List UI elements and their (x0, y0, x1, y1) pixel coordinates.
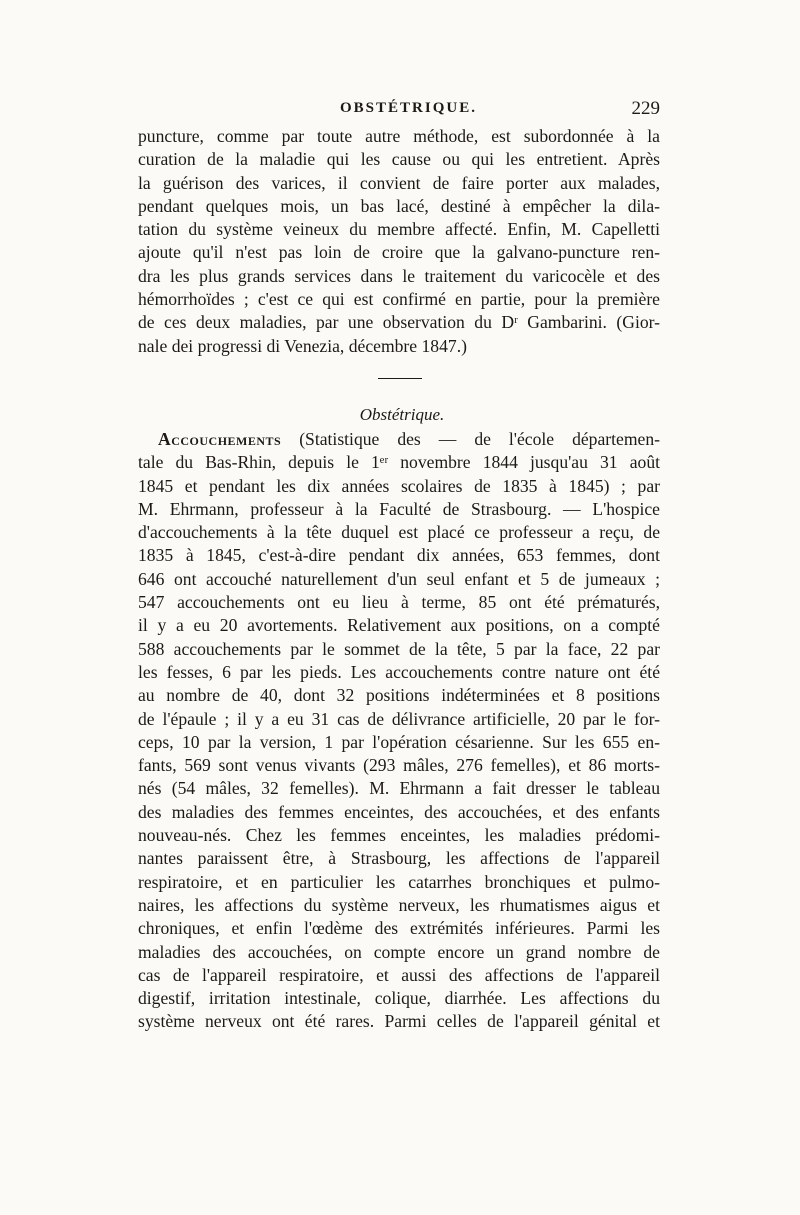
text-line: nés (54 mâles, 32 femelles). M. Ehrmann a fait dresser le tableau (138, 778, 660, 799)
text-line: cas de l'appareil respiratoire, et aussi des affections de l'appareil (138, 964, 660, 985)
running-title: OBSTÉTRIQUE. (340, 100, 477, 116)
paragraph-accouchements (138, 428, 660, 1034)
text-line: 588 accouchements par le sommet de la tête, 5 par la face, 22 par (138, 638, 660, 659)
text-line: ceps, 10 par la version, 1 par l'opération césarienne. Sur les 655 en- (138, 731, 660, 752)
paragraph-galvano-puncture (138, 125, 660, 358)
text-line: dra les plus grands services dans le traitement du varicocèle et des (138, 265, 660, 286)
text-line: système nerveux ont été rares. Parmi celles de l'appareil génital et (138, 1011, 660, 1032)
text-line: de ces deux maladies, par une observation du Dʳ Gambarini. (Gior- (138, 312, 660, 333)
entry-lead: Accouchements (158, 428, 282, 449)
text-line: 1835 à 1845, c'est-à-dire pendant dix années, 653 femmes, dont (138, 545, 660, 566)
text-line: digestif, irritation intestinale, colique, diarrhée. Les affections du (138, 988, 660, 1009)
text-line: nantes paraissent être, à Strasbourg, les affections de l'appareil (138, 848, 660, 869)
text-line: la guérison des varices, il convient de faire porter aux malades, (138, 172, 660, 193)
text-line: naires, les affections du système nerveux, les rhumatismes aigus et (138, 894, 660, 915)
text-line: 646 ont accouché naturellement d'un seul enfant et 5 de jumeaux ; (138, 568, 660, 589)
text-line: tation du système veineux du membre affecté. Enfin, M. Capelletti (138, 219, 660, 240)
entry-lead-rest: (Statistique des — de l'école départemen- (281, 428, 660, 449)
text-line: nale dei progressi di Venezia, décembre 1847.) (138, 335, 467, 356)
text-line: ajoute qu'il n'est pas loin de croire que la galvano-puncture ren- (138, 242, 660, 263)
text-line: M. Ehrmann, professeur à la Faculté de Strasbourg. — L'hospice (138, 498, 660, 519)
text-line: maladies des accouchées, on compte encore un grand nombre de (138, 941, 660, 962)
text-line: respiratoire, et en particulier les catarrhes bronchiques et pulmo- (138, 871, 660, 892)
text-line: des maladies des femmes enceintes, des accouchées, et des enfants (138, 801, 660, 822)
text-line: nouveau-nés. Chez les femmes enceintes, les maladies prédomi- (138, 825, 660, 846)
text-line: il y a eu 20 avortements. Relativement aux positions, on a compté (138, 615, 660, 636)
running-head (140, 100, 660, 122)
text-line: puncture, comme par toute autre méthode, est subordonnée à la (138, 126, 660, 146)
text-line: au nombre de 40, dont 32 positions indéterminées et 8 positions (138, 685, 660, 706)
text-line: curation de la maladie qui les cause ou qui les entretient. Après (138, 149, 660, 170)
text-line: de l'épaule ; il y a eu 31 cas de délivrance artificielle, 20 par le for- (138, 708, 660, 729)
text-line: pendant quelques mois, un bas lacé, destiné à empêcher la dila- (138, 195, 660, 216)
section-divider (378, 378, 422, 379)
text-line: fants, 569 sont venus vivants (293 mâles, 276 femelles), et 86 morts- (138, 755, 660, 776)
text-line: tale du Bas-Rhin, depuis le 1ᵉʳ novembre 1844 jusqu'au 31 août (138, 452, 660, 473)
text-line: hémorrhoïdes ; c'est ce qui est confirmé en partie, pour la première (138, 289, 660, 310)
text-line: d'accouchements à la tête duquel est placé ce professeur a reçu, de (138, 522, 660, 543)
page-number: 229 (631, 98, 660, 119)
text-line: 1845 et pendant les dix années scolaires de 1835 à 1845) ; par (138, 475, 660, 496)
text-line (138, 428, 660, 451)
section-title: Obstétrique. (359, 404, 445, 424)
text-line: chroniques, et enfin l'œdème des extrémités inférieures. Parmi les (138, 918, 660, 939)
text-line: 547 accouchements ont eu lieu à terme, 85 ont été prématurés, (138, 592, 660, 613)
body-text (138, 125, 660, 1034)
text-line: les fesses, 6 par les pieds. Les accouchements contre nature ont été (138, 661, 660, 682)
